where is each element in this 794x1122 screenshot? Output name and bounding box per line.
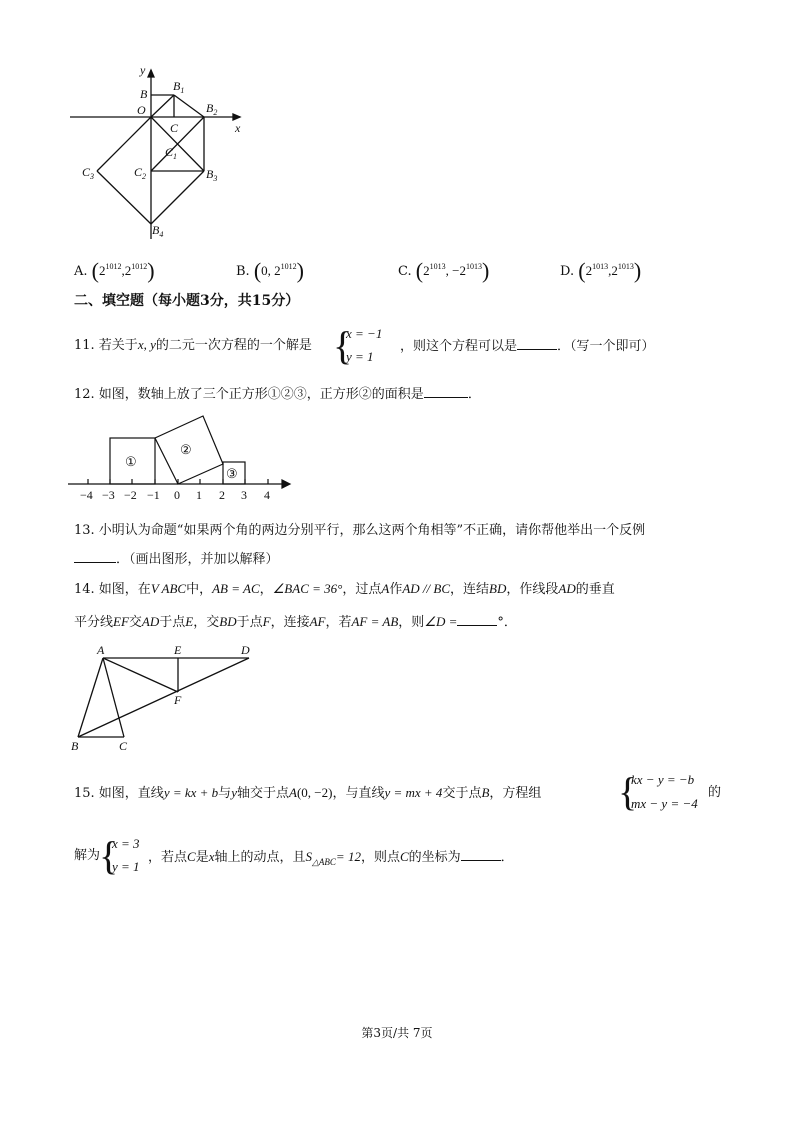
svg-text:C: C [170, 121, 179, 135]
svg-text:C2: $C_2$ [134, 165, 147, 181]
svg-text:B1: $B_1$ [173, 79, 185, 95]
segment-ab [78, 658, 103, 737]
q15-line-1: 15. 如图，直线y = kx + b与y轴交于点A(0, −2)，与直线y = mx + 4交于点B，方程组 [74, 785, 542, 801]
q15-solution-eq1: x = 3 [112, 836, 140, 851]
svg-text:C: C [119, 739, 128, 753]
svg-text:C3: $C_3$ [82, 165, 95, 181]
q11-brace: { [333, 323, 353, 368]
q15-system-eq1: kx − y = −b [631, 772, 695, 787]
segment-bd [78, 658, 249, 737]
q15-solution-eq2: y = 1 [112, 859, 140, 874]
q11-answer-blank[interactable] [517, 336, 557, 350]
svg-text:x: x [235, 121, 241, 135]
svg-text:−2: −2 [124, 488, 137, 502]
svg-text:A: A [97, 643, 105, 657]
q10-option-a: A. $(2^{1012},2^{1012})$ [74, 258, 155, 283]
q10-figure [70, 64, 260, 244]
q15-system-eq2: mx − y = −4 [631, 796, 698, 811]
q14-line-2: 平分线EF交AD于点E，交BD于点F，连接AF，若AF = AB，则∠D = °． [74, 614, 517, 630]
segment-ac [103, 658, 124, 737]
svg-text:1: 1 [196, 488, 202, 502]
svg-text:2: 2 [219, 488, 225, 502]
q10-option-b: B. (0, $2^{1012}$) [236, 258, 304, 283]
segment-af [103, 658, 178, 692]
svg-text:−1: −1 [147, 488, 160, 502]
q14-line-1: 14. 如图，在V ABC中，AB = AC，∠BAC = 36°，过点A作AD // BC，连结BD，作线段AD的垂直 [74, 581, 615, 597]
q15-answer-blank[interactable] [461, 847, 501, 861]
number-line-arrow [282, 480, 290, 488]
svg-text:−4: −4 [80, 488, 93, 502]
svg-text:D: D [241, 643, 250, 657]
svg-text:0: 0 [174, 488, 180, 502]
svg-text:−3: −3 [102, 488, 115, 502]
svg-text:③: ③ [226, 466, 238, 481]
q11-eq1: x = −1 [346, 326, 383, 341]
x-axis-arrow [233, 114, 240, 120]
svg-text:E: E [174, 643, 182, 657]
svg-text:y: y [140, 64, 146, 77]
q15-line-2-start: 解为 [74, 848, 101, 863]
svg-text:B3: $B_3$ [206, 167, 218, 183]
svg-text:B: B [71, 739, 79, 753]
svg-text:F: F [174, 693, 182, 707]
q12-figure [68, 412, 298, 502]
svg-text:B: B [140, 87, 148, 101]
q12-text: 12. 如图，数轴上放了三个正方形①②③，正方形②的面积是 ． [74, 384, 481, 404]
y-axis-arrow [148, 70, 154, 77]
svg-text:C1: $C_1$ [165, 145, 178, 161]
q15-line-1-end: 的 [708, 785, 722, 800]
q14-answer-blank[interactable] [457, 612, 497, 626]
svg-text:3: 3 [241, 488, 247, 502]
svg-text:B2: $B_2$ [206, 101, 218, 117]
q13-answer-blank[interactable] [74, 549, 116, 563]
q10-option-c: C. ($2^{1013}$, $-2^{1013}$) [398, 258, 490, 283]
q15-system-brace: { [618, 769, 638, 814]
q13-line-2: ．（画出图形，并加以解释） [74, 549, 279, 569]
q10-option-d: D. $(2^{1013},2^{1013})$ [560, 258, 642, 283]
svg-text:4: 4 [264, 488, 270, 502]
section-2-title: 二、填空题（每小题3分，共15分） [74, 293, 300, 309]
q11-text: 11. 若关于x, y的二元一次方程的一个解是 [74, 337, 312, 353]
svg-text:O: O [137, 103, 146, 117]
svg-text:B4: $B_4$ [152, 223, 164, 239]
page-footer: 第3页/共 7页 [361, 1026, 433, 1040]
q12-answer-blank[interactable] [424, 384, 468, 398]
q11-eq2: y = 1 [346, 349, 374, 364]
q15-line-2: ，若点C是x轴上的动点，且$S_{\triangle ABC}= 12$，则点C的坐标为 ． [148, 849, 514, 867]
q13-line-1: 13. 小明认为命题“如果两个角的两边分别平行，那么这两个角相等”不正确，请你帮他举出一个反例 [74, 523, 646, 538]
svg-text:②: ② [180, 442, 192, 457]
q11-tail: ，则这个方程可以是 ．（写一个即可） [400, 336, 655, 356]
q15-solution-brace: { [99, 833, 119, 878]
q14-figure [66, 640, 266, 754]
svg-text:①: ① [125, 454, 137, 469]
